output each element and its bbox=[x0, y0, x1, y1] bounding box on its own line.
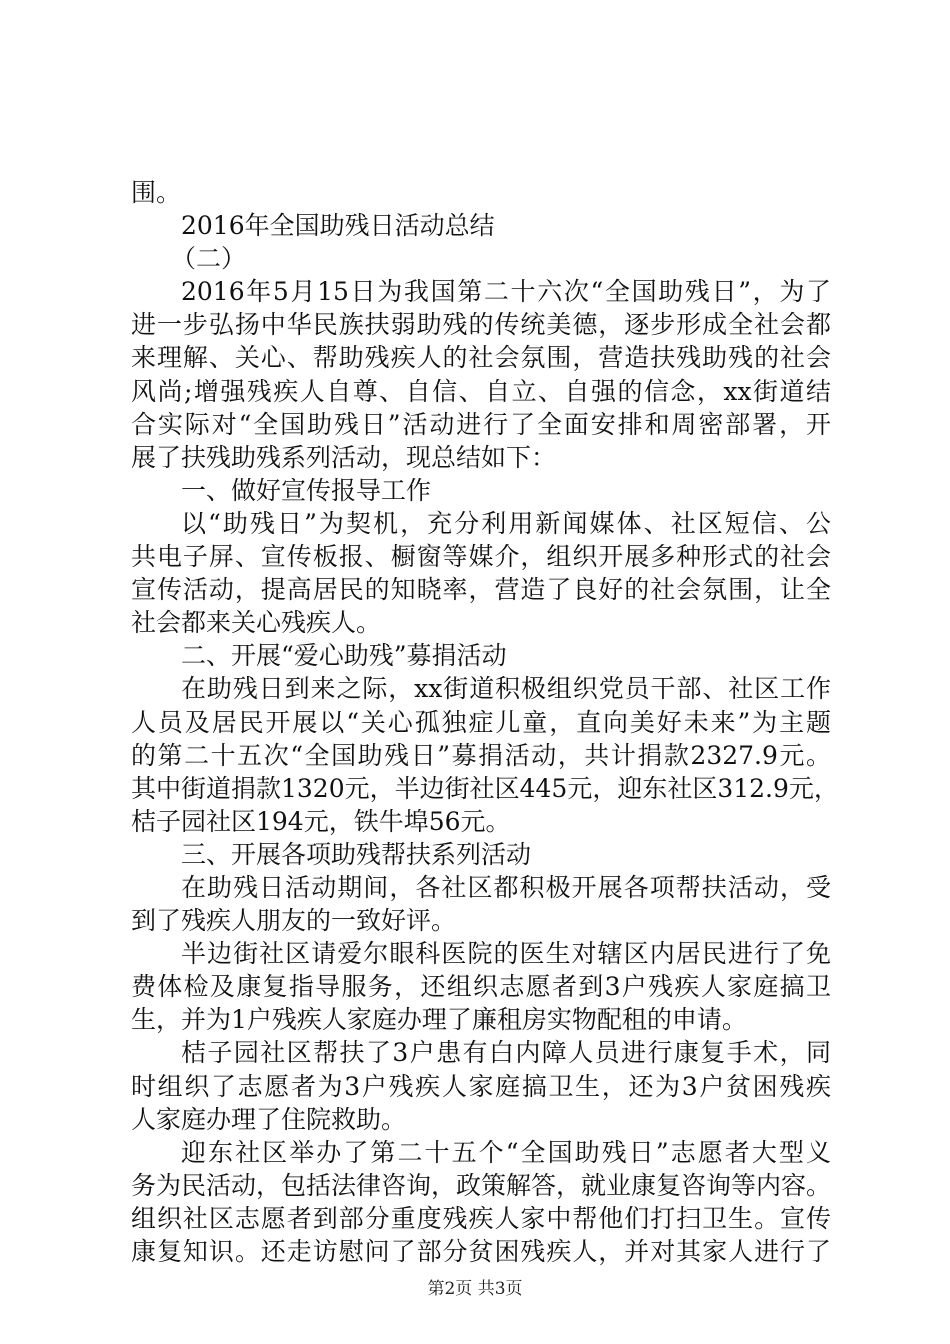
section-heading: 三、开展各项助残帮扶系列活动 bbox=[181, 839, 532, 869]
paragraph-line: 在助残日到来之际，xx街道积极组织党员干部、社区工作 bbox=[181, 674, 831, 704]
section-title: 2016年全国助残日活动总结 bbox=[181, 211, 495, 241]
paragraph-line: 务为民活动，包括法律咨询，政策解答，就业康复咨询等内容。 bbox=[131, 1170, 832, 1200]
paragraph-line: 费体检及康复指导服务，还组织志愿者到3户残疾人家庭搞卫 bbox=[131, 972, 831, 1002]
document-body bbox=[131, 176, 839, 1268]
paragraph-line: 半边街社区请爱尔眼科医院的医生对辖区内居民进行了免 bbox=[181, 939, 831, 969]
paragraph-line: 以“助残日”为契机，充分利用新闻媒体、社区短信、公 bbox=[181, 508, 831, 538]
paragraph-line: 生，并为1户残疾人家庭办理了廉租房实物配租的申请。 bbox=[131, 1005, 747, 1035]
paragraph-line: 迎东社区举办了第二十五个“全国助残日”志愿者大型义 bbox=[181, 1137, 831, 1167]
section-heading: 一、做好宣传报导工作 bbox=[181, 475, 432, 505]
paragraph-line: 在助残日活动期间，各社区都积极开展各项帮扶活动，受 bbox=[181, 872, 831, 902]
paragraph-line: 社会都来关心残疾人。 bbox=[131, 608, 382, 638]
paragraph-line: 2016年5月15日为我国第二十六次“全国助残日”，为了 bbox=[181, 277, 831, 307]
paragraph-line: 风尚;增强残疾人自尊、自信、自立、自强的信念，xx街道结 bbox=[131, 376, 831, 406]
paragraph-line: 合实际对“全国助残日”活动进行了全面安排和周密部署，开 bbox=[131, 409, 831, 439]
paragraph-line: 康复知识。还走访慰问了部分贫困残疾人，并对其家人进行了 bbox=[131, 1237, 831, 1266]
paragraph-line: 其中街道捐款1320元，半边街社区445元，迎东社区312.9元， bbox=[131, 773, 839, 803]
paragraph-line: 来理解、关心、帮助残疾人的社会氛围，营造扶残助残的社会 bbox=[131, 343, 831, 373]
paragraph-line: 到了残疾人朋友的一致好评。 bbox=[131, 906, 457, 936]
paragraph-line: 共电子屏、宣传板报、橱窗等媒介，组织开展多种形式的社会 bbox=[131, 542, 831, 572]
paragraph-line: 的第二十五次“全国助残日”募捐活动，共计捐款2327.9元。 bbox=[131, 740, 831, 770]
paragraph-line: 时组织了志愿者为3户残疾人家庭搞卫生，还为3户贫困残疾 bbox=[131, 1071, 831, 1101]
section-heading: 二、开展“爱心助残”募捐活动 bbox=[181, 641, 507, 671]
paragraph-line: 组织社区志愿者到部分重度残疾人家中帮他们打扫卫生。宣传 bbox=[131, 1203, 831, 1233]
paragraph-line: 进一步弘扬中华民族扶弱助残的传统美德，逐步形成全社会都 bbox=[131, 310, 831, 340]
page-footer: 第2页 共3页 bbox=[427, 1279, 523, 1299]
paragraph-line: 宣传活动，提高居民的知晓率，营造了良好的社会氛围，让全 bbox=[131, 575, 831, 605]
text-line: 围。 bbox=[131, 178, 182, 207]
section-subtitle: （二） bbox=[171, 244, 247, 274]
paragraph-line: 人员及居民开展以“关心孤独症儿童，直向美好未来”为主题 bbox=[131, 707, 831, 737]
paragraph-line: 展了扶残助残系列活动，现总结如下： bbox=[131, 442, 557, 472]
paragraph-line: 桔子园社区帮扶了3户患有白内障人员进行康复手术，同 bbox=[181, 1038, 831, 1068]
paragraph-line: 人家庭办理了住院救助。 bbox=[131, 1104, 407, 1134]
paragraph-line: 桔子园社区194元，铁牛埠56元。 bbox=[131, 806, 511, 836]
